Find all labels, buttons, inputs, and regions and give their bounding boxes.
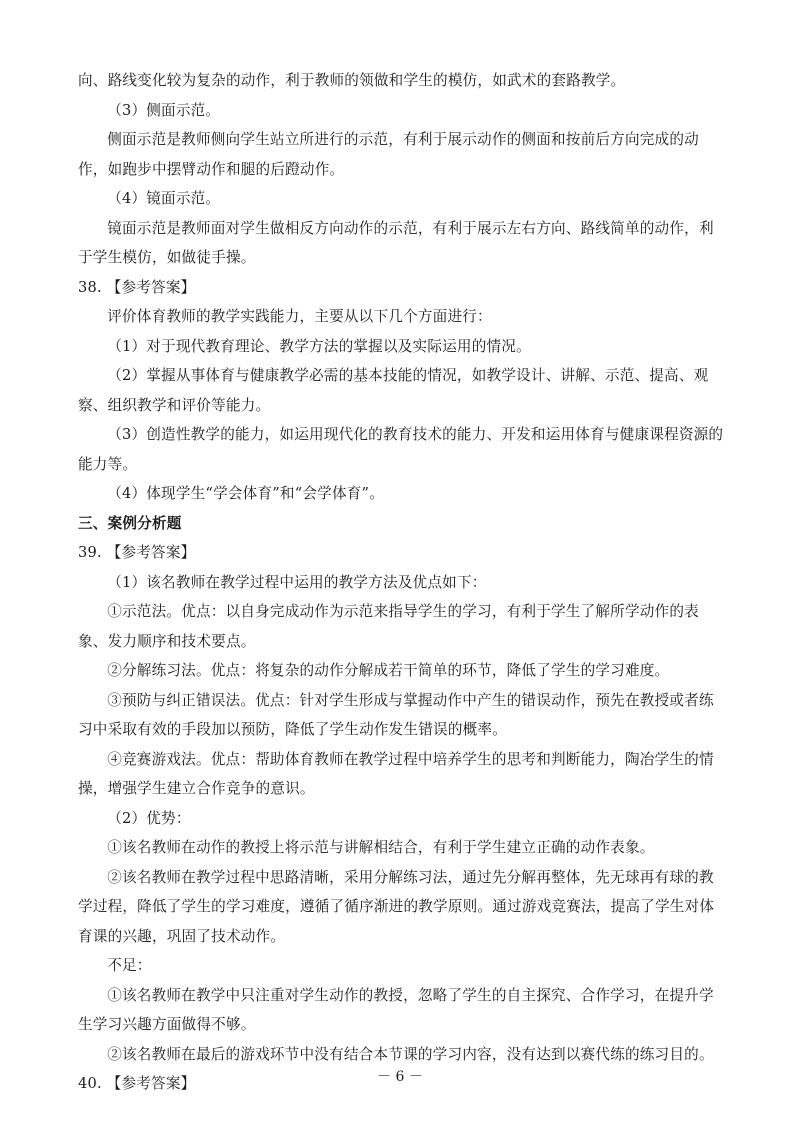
paragraph: ②分解练习法。优点：将复杂的动作分解成若干简单的环节，降低了学生的学习难度。 xyxy=(107,662,670,679)
paragraph: 不足： xyxy=(107,957,152,974)
paragraph: （1）该名教师在教学过程中运用的教学方法及优点如下： xyxy=(107,573,487,591)
paragraph: ④竞赛游戏法。优点：帮助体育教师在教学过程中培养学生的思考和判断能力，陶冶学生的情操，增强学生建立合作竞争的意识。 xyxy=(78,750,714,797)
paragraph: ①该名教师在教学中只注重对学生动作的教授，忽略了学生的自主探究、合作学习，在提升学生学习兴趣方面做得不够。 xyxy=(78,986,714,1033)
paragraph: 评价体育教师的教学实践能力，主要从以下几个方面进行： xyxy=(107,308,492,325)
paragraph: （2）掌握从事体育与健康教学必需的基本技能的情况，如教学设计、讲解、示范、提高、观察、组织教学和评价等能力。 xyxy=(78,367,709,414)
page-number: － 6 － xyxy=(377,1069,423,1085)
paragraph: （2）优势： xyxy=(107,809,191,827)
paragraph: 38. 【参考答案】 xyxy=(78,278,196,296)
document-body xyxy=(78,66,728,1099)
paragraph: ②该名教师在教学过程中思路清晰，采用分解练习法，通过先分解再整体，先无球再有球的教学过程，降低了学生的学习难度，遵循了循序渐进的教学原则。通过游戏竞赛法，提高了学生对体育课的兴趣，巩固了技术动作。 xyxy=(78,868,715,945)
paragraph: 侧面示范是教师侧向学生站立所进行的示范，有利于展示动作的侧面和按前后方向完成的动作，如跑步中摆臂动作和腿的后蹬动作。 xyxy=(78,131,699,178)
paragraph: ③预防与纠正错误法。优点：针对学生形成与掌握动作中产生的错误动作，预先在教授或者练习中采取有效的手段加以预防，降低了学生动作发生错误的概率。 xyxy=(78,691,714,738)
paragraph: ①该名教师在动作的教授上将示范与讲解相结合，有利于学生建立正确的动作表象。 xyxy=(107,839,655,856)
paragraph: 39. 【参考答案】 xyxy=(78,544,196,561)
paragraph: 镜面示范是教师面对学生做相反方向动作的示范，有利于展示左右方向、路线简单的动作，利于学生模仿，如做徒手操。 xyxy=(78,219,714,266)
paragraph: 40. 【参考答案】 xyxy=(78,1075,196,1092)
paragraph: （3）侧面示范。 xyxy=(107,101,221,119)
section-heading: 三、案例分析题 xyxy=(78,514,182,532)
paragraph: ①示范法。优点：以自身完成动作为示范来指导学生的学习，有利于学生了解所学动作的表象、发力顺序和技术要点。 xyxy=(78,603,699,650)
paragraph: 向、路线变化较为复杂的动作，利于教师的领做和学生的模仿，如武术的套路教学。 xyxy=(78,72,626,89)
paragraph: （3）创造性教学的能力，如运用现代化的教育技术的能力、开发和运用体育与健康课程资源的能力等。 xyxy=(78,426,724,473)
paragraph: （1）对于现代教育理论、教学方法的掌握以及实际运用的情况。 xyxy=(107,337,531,355)
paragraph: （4）镜面示范。 xyxy=(107,190,221,207)
paragraph: （4）体现学生“学会体育”和“会学体育”。 xyxy=(107,485,385,502)
paragraph: ②该名教师在最后的游戏环节中没有结合本节课的学习内容，没有达到以赛代练的练习目的。 xyxy=(107,1045,714,1063)
